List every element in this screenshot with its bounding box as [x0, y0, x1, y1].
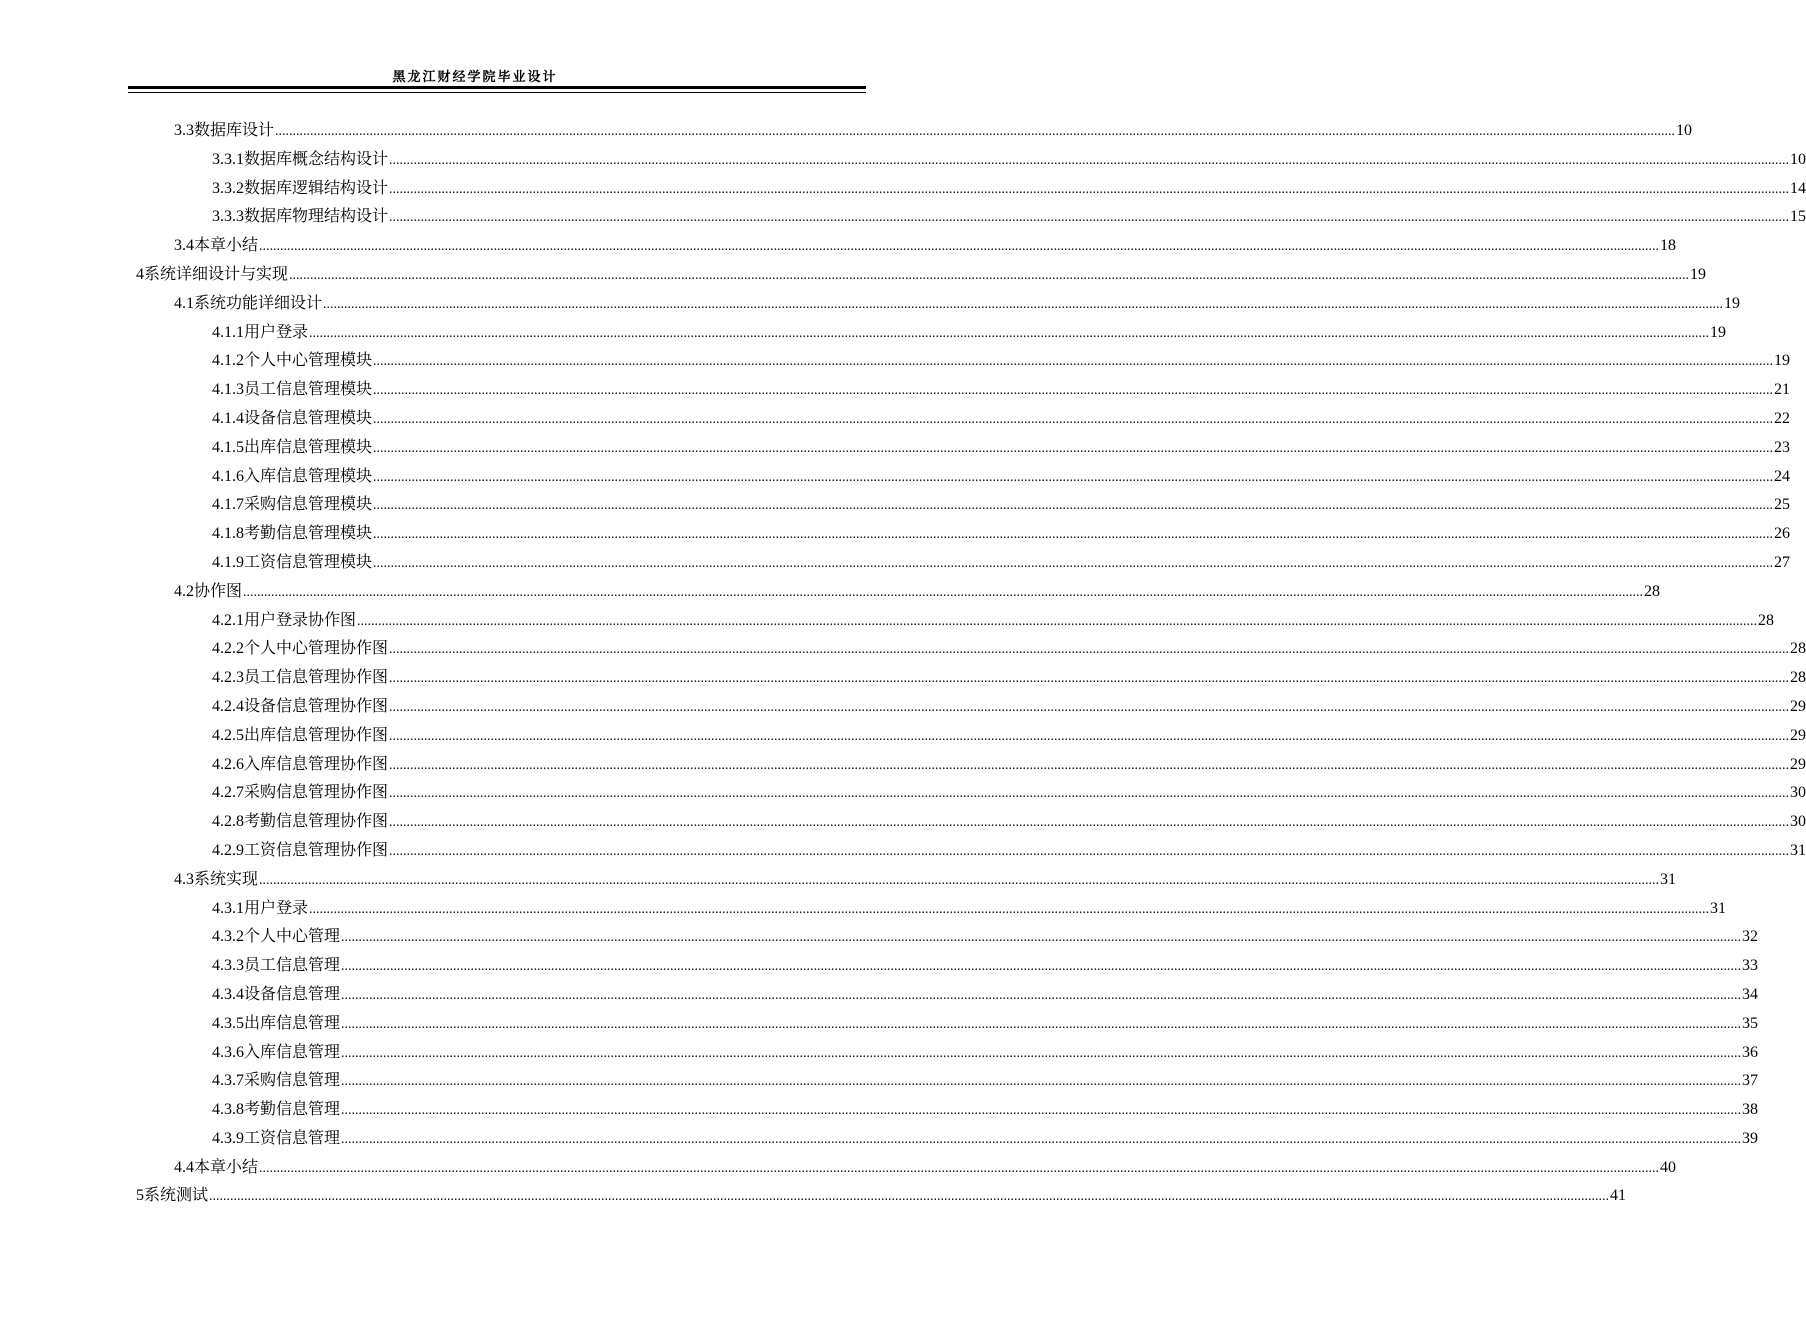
toc-entry-number: 4.3.1: [212, 899, 244, 917]
toc-entry-page-number: 10: [1676, 122, 1693, 139]
toc-dot-leader: ................................................................................................................................................................................................................................................................................................................................................................................................................: [341, 959, 1742, 975]
toc-entry-number: 4.3.3: [212, 957, 244, 975]
toc-entry-title: 协作图: [194, 580, 243, 600]
toc-dot-leader: ................................................................................................................................................................................................................................................................................................................................................................................................................: [389, 786, 1790, 802]
toc-dot-leader: ................................................................................................................................................................................................................................................................................................................................................................................................................: [341, 1074, 1742, 1090]
toc-entry-number: 4.1: [174, 294, 194, 312]
toc-entry-page-number: 23: [1774, 438, 1791, 456]
toc-entry-number: 5: [136, 1187, 144, 1205]
toc-dot-leader: ................................................................................................................................................................................................................................................................................................................................................................................................................: [341, 1131, 1742, 1147]
toc-entry[interactable]: [0, 404, 1791, 433]
header-title: 黑龙江财经学院毕业设计: [392, 70, 558, 85]
toc-entry[interactable]: [0, 750, 1806, 779]
toc-entry-page-number: 29: [1790, 726, 1806, 744]
toc-entry[interactable]: [0, 433, 1791, 462]
toc-entry-page-number: 31: [1660, 870, 1677, 888]
toc-dot-leader: ................................................................................................................................................................................................................................................................................................................................................................................................................: [389, 210, 1790, 226]
toc-entry-number: 4.1.2: [212, 352, 244, 370]
toc-entry-page-number: 18: [1660, 237, 1677, 255]
toc-dot-leader: ................................................................................................................................................................................................................................................................................................................................................................................................................: [341, 930, 1742, 946]
toc-entry[interactable]: [0, 1009, 1759, 1038]
toc-entry-title: 出库信息管理协作图: [244, 724, 389, 744]
toc-entry[interactable]: [0, 1124, 1759, 1153]
toc-entry-title: 考勤信息管理协作图: [244, 811, 389, 831]
toc-entry-page-number: 29: [1790, 697, 1806, 715]
toc-entry-page-number: 19: [1724, 294, 1741, 312]
toc-entry-title: 采购信息管理协作图: [244, 782, 389, 802]
toc-entry-title: 数据库设计: [194, 120, 275, 139]
toc-entry[interactable]: [0, 548, 1791, 577]
toc-entry-title: 入库信息管理协作图: [244, 753, 389, 773]
toc-entry-number: 3.3.1: [212, 150, 244, 168]
toc-entry-title: 采购信息管理模块: [244, 494, 373, 514]
toc-entry-page-number: 40: [1660, 1158, 1677, 1176]
toc-dot-leader: ................................................................................................................................................................................................................................................................................................................................................................................................................: [373, 411, 1774, 427]
toc-entry-number: 3.3.2: [212, 179, 244, 197]
toc-dot-leader: ................................................................................................................................................................................................................................................................................................................................................................................................................: [373, 469, 1774, 485]
toc-entry[interactable]: [0, 836, 1806, 865]
toc-entry[interactable]: [0, 577, 1661, 606]
toc-entry-number: 4.3.9: [212, 1129, 244, 1147]
toc-entry[interactable]: [0, 634, 1806, 663]
toc-dot-leader: ................................................................................................................................................................................................................................................................................................................................................................................................................: [373, 440, 1774, 456]
toc-entry-number: 4.3: [174, 870, 194, 888]
toc-dot-leader: ................................................................................................................................................................................................................................................................................................................................................................................................................: [357, 613, 1758, 629]
toc-entry-title: 用户登录: [244, 321, 309, 341]
toc-entry-title: 个人中心管理模块: [244, 350, 373, 370]
toc-entry[interactable]: [0, 174, 1806, 203]
toc-entry-page-number: 19: [1690, 265, 1707, 283]
toc-entry[interactable]: [0, 231, 1677, 260]
toc-entry-number: 4.1.3: [212, 381, 244, 399]
toc-entry-page-number: 36: [1742, 1043, 1759, 1061]
toc-entry-title: 考勤信息管理: [244, 1099, 341, 1119]
toc-entry-number: 4.2.7: [212, 784, 244, 802]
toc-dot-leader: ................................................................................................................................................................................................................................................................................................................................................................................................................: [373, 354, 1774, 370]
toc-dot-leader: ................................................................................................................................................................................................................................................................................................................................................................................................................: [373, 527, 1774, 543]
toc-entry-title: 用户登录协作图: [244, 609, 357, 629]
toc-entry-number: 4.3.4: [212, 985, 244, 1003]
toc-entry-title: 设备信息管理: [244, 983, 341, 1003]
toc-entry-page-number: 21: [1774, 381, 1791, 399]
toc-entry-title: 数据库物理结构设计: [244, 206, 389, 226]
toc-dot-leader: ................................................................................................................................................................................................................................................................................................................................................................................................................: [389, 699, 1790, 715]
table-of-contents: [0, 116, 1806, 1210]
toc-entry-page-number: 28: [1790, 669, 1806, 687]
toc-entry-page-number: 35: [1742, 1014, 1759, 1032]
toc-entry[interactable]: [0, 116, 1693, 145]
toc-entry-number: 4.2.4: [212, 697, 244, 715]
header-rule-thick: [128, 86, 866, 89]
toc-entry-page-number: 15: [1790, 208, 1806, 226]
toc-entry-page-number: 31: [1710, 899, 1727, 917]
toc-dot-leader: ................................................................................................................................................................................................................................................................................................................................................................................................................: [373, 555, 1774, 571]
toc-entry-number: 4: [136, 265, 144, 283]
toc-dot-leader: ................................................................................................................................................................................................................................................................................................................................................................................................................: [309, 901, 1710, 917]
toc-entry-page-number: 22: [1774, 409, 1791, 427]
toc-dot-leader: ................................................................................................................................................................................................................................................................................................................................................................................................................: [259, 239, 1660, 255]
toc-entry-number: 4.2: [174, 582, 194, 600]
toc-entry-title: 员工信息管理模块: [244, 379, 373, 399]
toc-dot-leader: ................................................................................................................................................................................................................................................................................................................................................................................................................: [373, 498, 1774, 514]
toc-entry-number: 4.2.1: [212, 611, 244, 629]
toc-dot-leader: ................................................................................................................................................................................................................................................................................................................................................................................................................: [373, 383, 1774, 399]
toc-entry-number: 4.3.5: [212, 1014, 244, 1032]
toc-entry-page-number: 33: [1742, 957, 1759, 975]
header-rule-thin: [128, 92, 866, 93]
toc-entry-number: 4.2.5: [212, 726, 244, 744]
toc-entry-number: 4.1.4: [212, 409, 244, 427]
toc-entry[interactable]: [0, 721, 1806, 750]
toc-entry[interactable]: [0, 260, 1707, 289]
toc-entry-page-number: 37: [1742, 1072, 1759, 1090]
toc-entry-title: 数据库概念结构设计: [244, 148, 389, 168]
toc-entry-page-number: 30: [1790, 784, 1806, 802]
toc-entry[interactable]: [0, 807, 1806, 836]
toc-entry-title: 数据库逻辑结构设计: [244, 177, 389, 197]
toc-entry-number: 4.3.8: [212, 1101, 244, 1119]
toc-entry[interactable]: [0, 951, 1759, 980]
toc-entry-page-number: 38: [1742, 1101, 1759, 1119]
toc-entry-title: 采购信息管理: [244, 1070, 341, 1090]
toc-dot-leader: ................................................................................................................................................................................................................................................................................................................................................................................................................: [289, 267, 1690, 283]
toc-entry-page-number: 31: [1790, 841, 1806, 859]
toc-entry-number: 4.1.7: [212, 496, 244, 514]
toc-entry-number: 4.1.9: [212, 553, 244, 571]
toc-entry-page-number: 34: [1742, 985, 1759, 1003]
toc-entry[interactable]: [0, 1066, 1759, 1095]
toc-entry[interactable]: [0, 145, 1806, 174]
toc-entry-page-number: 30: [1790, 813, 1806, 831]
toc-entry-number: 4.1.6: [212, 467, 244, 485]
toc-entry-number: 4.1.1: [212, 323, 244, 341]
toc-entry[interactable]: [0, 894, 1727, 923]
toc-entry-page-number: 39: [1742, 1129, 1759, 1147]
toc-entry-number: 4.1.5: [212, 438, 244, 456]
toc-entry-title: 系统实现: [194, 868, 259, 888]
toc-dot-leader: ................................................................................................................................................................................................................................................................................................................................................................................................................: [341, 1045, 1742, 1061]
toc-entry[interactable]: [0, 346, 1791, 375]
toc-dot-leader: ................................................................................................................................................................................................................................................................................................................................................................................................................: [389, 642, 1790, 658]
toc-entry-number: 4.3.2: [212, 928, 244, 946]
toc-dot-leader: ................................................................................................................................................................................................................................................................................................................................................................................................................: [389, 152, 1790, 168]
toc-entry-title: 本章小结: [194, 1156, 259, 1176]
toc-entry-page-number: 10: [1790, 150, 1806, 168]
toc-entry-title: 用户登录: [244, 897, 309, 917]
toc-entry-number: 4.2.9: [212, 841, 244, 859]
toc-dot-leader: ................................................................................................................................................................................................................................................................................................................................................................................................................: [341, 1103, 1742, 1119]
toc-entry[interactable]: [0, 1153, 1677, 1182]
toc-entry-title: 设备信息管理模块: [244, 407, 373, 427]
toc-dot-leader: ................................................................................................................................................................................................................................................................................................................................................................................................................: [389, 728, 1790, 744]
toc-entry-page-number: 28: [1790, 640, 1806, 658]
toc-entry-page-number: 24: [1774, 467, 1791, 485]
toc-entry-page-number: 14: [1790, 179, 1806, 197]
toc-entry-title: 工资信息管理模块: [244, 551, 373, 571]
toc-entry-title: 系统功能详细设计: [194, 292, 323, 312]
toc-entry-page-number: 28: [1758, 611, 1775, 629]
toc-dot-leader: ................................................................................................................................................................................................................................................................................................................................................................................................................: [259, 1160, 1660, 1176]
toc-entry[interactable]: [0, 289, 1741, 318]
toc-entry-page-number: 29: [1790, 755, 1806, 773]
toc-dot-leader: ................................................................................................................................................................................................................................................................................................................................................................................................................: [323, 296, 1724, 312]
toc-entry-number: 4.3.6: [212, 1043, 244, 1061]
toc-entry-number: 4.2.2: [212, 640, 244, 658]
toc-entry-title: 个人中心管理: [244, 926, 341, 946]
toc-dot-leader: ................................................................................................................................................................................................................................................................................................................................................................................................................: [341, 1016, 1742, 1032]
toc-entry-title: 工资信息管理: [244, 1127, 341, 1147]
toc-entry-title: 设备信息管理协作图: [244, 695, 389, 715]
toc-entry-title: 员工信息管理协作图: [244, 667, 389, 687]
toc-dot-leader: ................................................................................................................................................................................................................................................................................................................................................................................................................: [209, 1189, 1610, 1205]
toc-entry-number: 4.4: [174, 1158, 194, 1176]
toc-entry[interactable]: [0, 1181, 1627, 1210]
toc-dot-leader: ................................................................................................................................................................................................................................................................................................................................................................................................................: [389, 671, 1790, 687]
toc-entry-number: 4.2.3: [212, 669, 244, 687]
toc-entry-page-number: 28: [1644, 582, 1661, 600]
toc-entry[interactable]: [0, 519, 1791, 548]
toc-entry-title: 系统详细设计与实现: [144, 263, 289, 283]
toc-entry-title: 出库信息管理模块: [244, 436, 373, 456]
toc-entry-page-number: 32: [1742, 928, 1759, 946]
toc-entry[interactable]: [0, 1095, 1759, 1124]
toc-entry-page-number: 25: [1774, 496, 1791, 514]
toc-entry-title: 出库信息管理: [244, 1012, 341, 1032]
toc-entry-title: 系统测试: [144, 1185, 209, 1205]
toc-entry[interactable]: [0, 692, 1806, 721]
toc-entry-title: 工资信息管理协作图: [244, 839, 389, 859]
toc-dot-leader: ................................................................................................................................................................................................................................................................................................................................................................................................................: [389, 843, 1790, 859]
toc-entry-number: 3.4: [174, 237, 194, 255]
toc-dot-leader: ................................................................................................................................................................................................................................................................................................................................................................................................................: [243, 584, 1644, 600]
toc-entry-number: 4.3.7: [212, 1072, 244, 1090]
toc-entry-title: 入库信息管理模块: [244, 465, 373, 485]
toc-entry[interactable]: [0, 980, 1759, 1009]
toc-entry-number: 3.3.3: [212, 208, 244, 226]
toc-entry-title: 本章小结: [194, 235, 259, 255]
toc-dot-leader: ................................................................................................................................................................................................................................................................................................................................................................................................................: [389, 757, 1790, 773]
toc-entry[interactable]: [0, 1038, 1759, 1067]
toc-dot-leader: ................................................................................................................................................................................................................................................................................................................................................................................................................: [389, 181, 1790, 197]
toc-entry[interactable]: [0, 865, 1677, 894]
toc-dot-leader: ................................................................................................................................................................................................................................................................................................................................................................................................................: [389, 815, 1790, 831]
toc-entry-page-number: 41: [1610, 1187, 1627, 1205]
toc-entry-page-number: 27: [1774, 553, 1791, 571]
toc-dot-leader: ................................................................................................................................................................................................................................................................................................................................................................................................................: [275, 124, 1676, 139]
toc-dot-leader: ................................................................................................................................................................................................................................................................................................................................................................................................................: [309, 325, 1710, 341]
toc-entry-title: 个人中心管理协作图: [244, 638, 389, 658]
toc-entry-number: 4.1.8: [212, 525, 244, 543]
toc-entry[interactable]: [0, 318, 1727, 347]
toc-entry-title: 考勤信息管理模块: [244, 523, 373, 543]
toc-entry-page-number: 19: [1710, 323, 1727, 341]
toc-entry-page-number: 19: [1774, 352, 1791, 370]
toc-entry[interactable]: [0, 202, 1806, 231]
toc-entry[interactable]: [0, 663, 1806, 692]
toc-entry-title: 员工信息管理: [244, 955, 341, 975]
toc-entry[interactable]: [0, 490, 1791, 519]
toc-dot-leader: ................................................................................................................................................................................................................................................................................................................................................................................................................: [341, 987, 1742, 1003]
toc-entry[interactable]: [0, 462, 1791, 491]
toc-entry-page-number: 26: [1774, 525, 1791, 543]
toc-entry[interactable]: [0, 375, 1791, 404]
toc-entry[interactable]: [0, 922, 1759, 951]
toc-entry-number: 4.2.6: [212, 755, 244, 773]
toc-entry-number: 4.2.8: [212, 813, 244, 831]
toc-dot-leader: ................................................................................................................................................................................................................................................................................................................................................................................................................: [259, 872, 1660, 888]
toc-entry[interactable]: [0, 606, 1775, 635]
toc-entry-title: 入库信息管理: [244, 1041, 341, 1061]
toc-entry[interactable]: [0, 778, 1806, 807]
toc-entry-number: 3.3: [174, 122, 194, 139]
